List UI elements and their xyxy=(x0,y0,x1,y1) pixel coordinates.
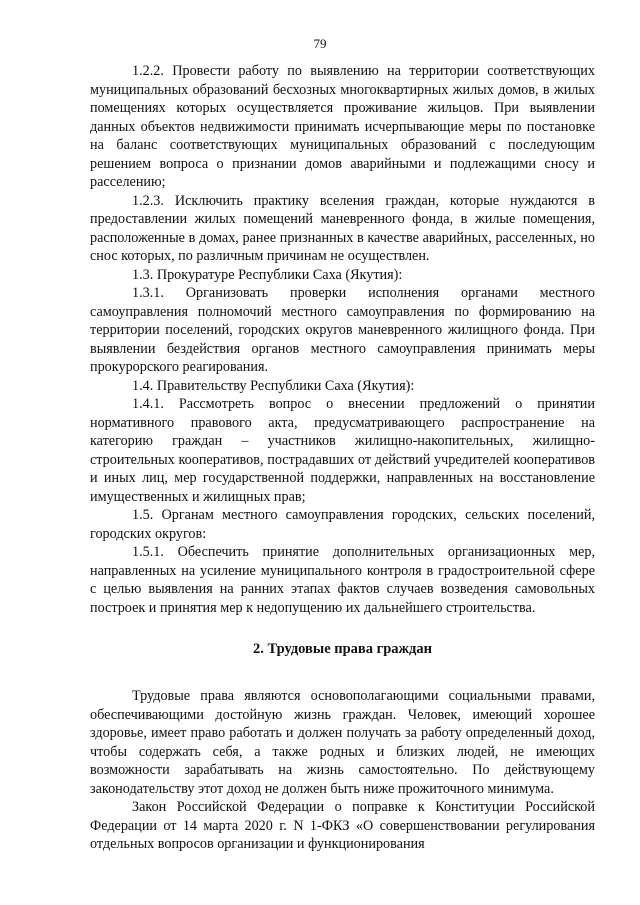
upper-text-block xyxy=(90,62,595,617)
paragraph-1-3-1: 1.3.1. Организовать проверки исполнения органами местного самоуправления полномочий местного самоуправления по формированию на территории поселений, городских округов маневренного жилищного фонда. При выявлении бездействия органов местного самоуправления принимать меры прокурорского реагирования. xyxy=(90,285,595,375)
section-heading: 2. Трудовые права граждан xyxy=(253,641,432,657)
lower-text-block xyxy=(90,687,595,854)
paragraph-1-5-1: 1.5.1. Обеспечить принятие дополнительных организационных мер, направленных на усиление муниципального контроля в градостроительной сфере с целью выявления на ранних этапах фактов случаев возведения самовольных построек и принятия мер к недопущению их дальнейшего строительства. xyxy=(90,544,595,616)
paragraph-labor-rights: Трудовые права являются основополагающими социальными правами, обеспечивающими достойную жизнь граждан. Человек, имеющий хорошее здоровье, имеет право работать и должен получать за работу определенный доход, чтобы содержать себя, а также родных и близких людей, не имеющих возможности зарабатывать на жизнь самостоятельно. По действующему законодательству этот доход не должен быть ниже прожиточного минимума. xyxy=(90,688,595,797)
page-number: 79 xyxy=(313,36,327,51)
paragraph-constitution-amendment: Закон Российской Федерации о поправке к Конституции Российской Федерации от 14 марта 2020 г. N 1-ФКЗ «О совершенствовании регулирования отдельных вопросов организации и функционирования xyxy=(90,799,595,852)
paragraph-1-2-3: 1.2.3. Исключить практику вселения граждан, которые нуждаются в предоставлении жилых помещений маневренного фонда, в жилые помещения, расположенные в домах, ранее признанных в качестве аварийных, расселенных, но снос которых, по различным причинам не осуществлен. xyxy=(90,192,595,264)
paragraph-1-5: 1.5. Органам местного самоуправления городских, сельских поселений, городских округов: xyxy=(90,507,595,542)
paragraph-1-4: 1.4. Правительству Республики Саха (Якутия): xyxy=(132,377,415,394)
paragraph-1-4-1: 1.4.1. Рассмотреть вопрос о внесении предложений о принятии нормативного правового акта, предусматривающего распространение на категорию граждан – участников жилищно-накопительных, жилищно-строительных кооперативов, пострадавших от действий учредителей кооперативов и иных лиц, мер государственной поддержки, направленных на восстановление имущественных и жилищных прав; xyxy=(90,396,595,505)
paragraph-1-3: 1.3. Прокуратуре Республики Саха (Якутия): xyxy=(132,266,403,283)
paragraph-1-2-2: 1.2.2. Провести работу по выявлению на территории соответствующих муниципальных образований бесхозных многоквартирных жилых домов, в жилых помещениях которых осуществляется проживание жильцов. При выявлении данных объектов недвижимости принимать исчерпывающие меры по постановке на баланс соответствующих муниципальных образований с последующим решением вопроса о признании домов аварийными и подлежащими сносу и расселению; xyxy=(90,63,595,190)
